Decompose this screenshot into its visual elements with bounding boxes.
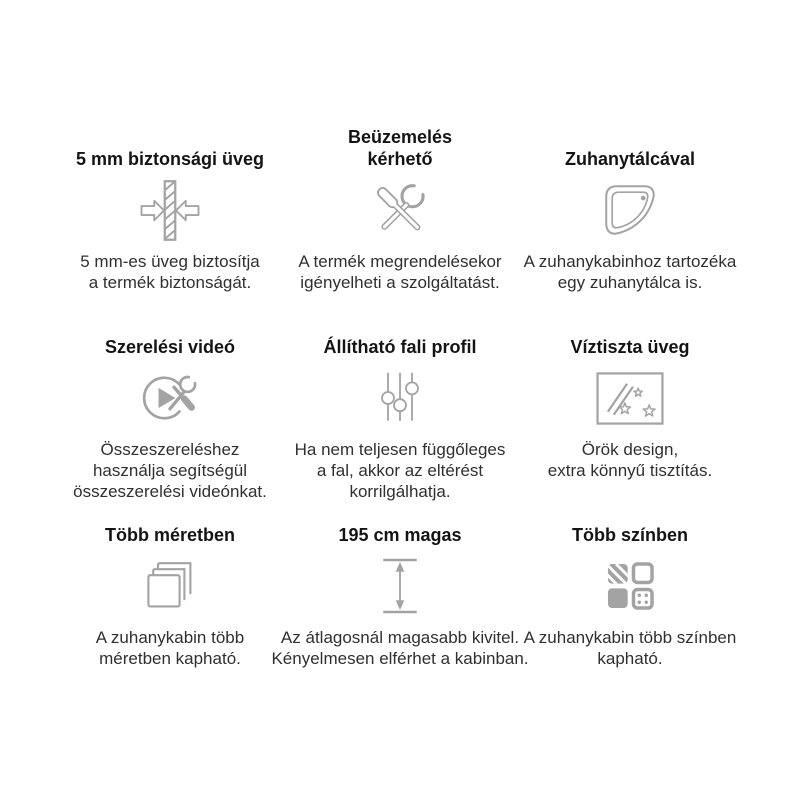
clear-glass-stars-icon: [593, 367, 667, 429]
installation-tools-icon: [369, 179, 431, 241]
feature-grid: [55, 126, 745, 669]
feature-title-line: Több méretben: [104, 525, 235, 545]
feature-title: [324, 314, 477, 358]
feature-shower-tray: [515, 126, 745, 314]
adjustable-sliders-icon: [370, 367, 430, 429]
feature-description-line: 5 mm-es üveg biztosítja: [80, 252, 260, 271]
feature-multiple-colors: [515, 502, 745, 669]
feature-title: [570, 314, 689, 358]
feature-description: [524, 627, 737, 669]
feature-clear-glass: [515, 314, 745, 502]
feature-title-line: Zuhanytálcával: [564, 149, 696, 169]
feature-description-line: Örök design,: [581, 440, 679, 459]
feature-description-line: A zuhanykabinhoz tartozéka: [523, 252, 737, 271]
feature-title: [76, 126, 264, 170]
feature-title: [572, 502, 688, 546]
feature-description-line: összeszerelési videónkat.: [73, 482, 267, 501]
multiple-sizes-icon: [140, 555, 200, 617]
feature-description-line: a termék biztonságát.: [88, 273, 252, 292]
feature-adjustable-wall-profile: [285, 314, 515, 502]
feature-description-line: Ha nem teljesen függőleges: [294, 440, 506, 459]
feature-description-line: A zuhanykabin több: [95, 628, 245, 647]
feature-title: [338, 502, 461, 546]
feature-title: [348, 126, 452, 170]
feature-installation-service: [285, 126, 515, 314]
feature-height: [271, 502, 529, 669]
feature-description: [548, 439, 712, 481]
feature-title-line: Több színben: [572, 525, 688, 545]
feature-description: [271, 627, 528, 669]
feature-description-line: egy zuhanytálca is.: [557, 273, 703, 292]
feature-title-line: Víztiszta üveg: [570, 337, 690, 357]
feature-title-line: 5 mm biztonsági üveg: [75, 149, 265, 169]
feature-title-line: Szerelési videó: [104, 337, 236, 357]
feature-description-line: A zuhanykabin több színben: [523, 628, 737, 647]
feature-multiple-sizes: [55, 502, 285, 669]
feature-title-line: Beüzemelés: [347, 127, 453, 147]
feature-description-line: Az átlagosnál magasabb kivitel.: [280, 628, 520, 647]
feature-description-line: Kényelmesen elférhet a kabinban.: [271, 649, 529, 668]
feature-title: [565, 126, 695, 170]
feature-description: [298, 251, 501, 293]
feature-description: [80, 251, 260, 293]
feature-title-line: kérhető: [367, 149, 433, 169]
feature-title-line: Állítható fali profil: [323, 337, 477, 357]
feature-glass-thickness: [55, 126, 285, 314]
feature-title: [105, 502, 235, 546]
feature-description: [524, 251, 737, 293]
feature-description-line: Összeszereléshez: [100, 440, 240, 459]
feature-description-line: igényelheti a szolgáltatást.: [300, 273, 500, 292]
feature-assembly-video: [55, 314, 285, 502]
feature-description: [295, 439, 506, 502]
feature-description-line: használja segítségül: [92, 461, 248, 480]
shower-tray-icon: [597, 179, 663, 241]
feature-description-line: a fal, akkor az eltérést: [316, 461, 484, 480]
feature-title-line: 195 cm magas: [338, 525, 462, 545]
feature-description: [73, 439, 267, 502]
feature-title: [105, 314, 235, 358]
multiple-colors-icon: [601, 555, 659, 617]
feature-description-line: A termék megrendelésekor: [298, 252, 502, 271]
feature-description-line: méretben kapható.: [99, 649, 241, 668]
feature-description-line: korrilgálhatja.: [349, 482, 451, 501]
video-play-tools-icon: [136, 367, 204, 429]
feature-description-line: extra könnyű tisztítás.: [547, 461, 713, 480]
feature-description-line: kapható.: [597, 649, 663, 668]
height-arrow-icon: [372, 555, 428, 617]
glass-thickness-icon: [131, 179, 209, 241]
feature-description: [96, 627, 244, 669]
